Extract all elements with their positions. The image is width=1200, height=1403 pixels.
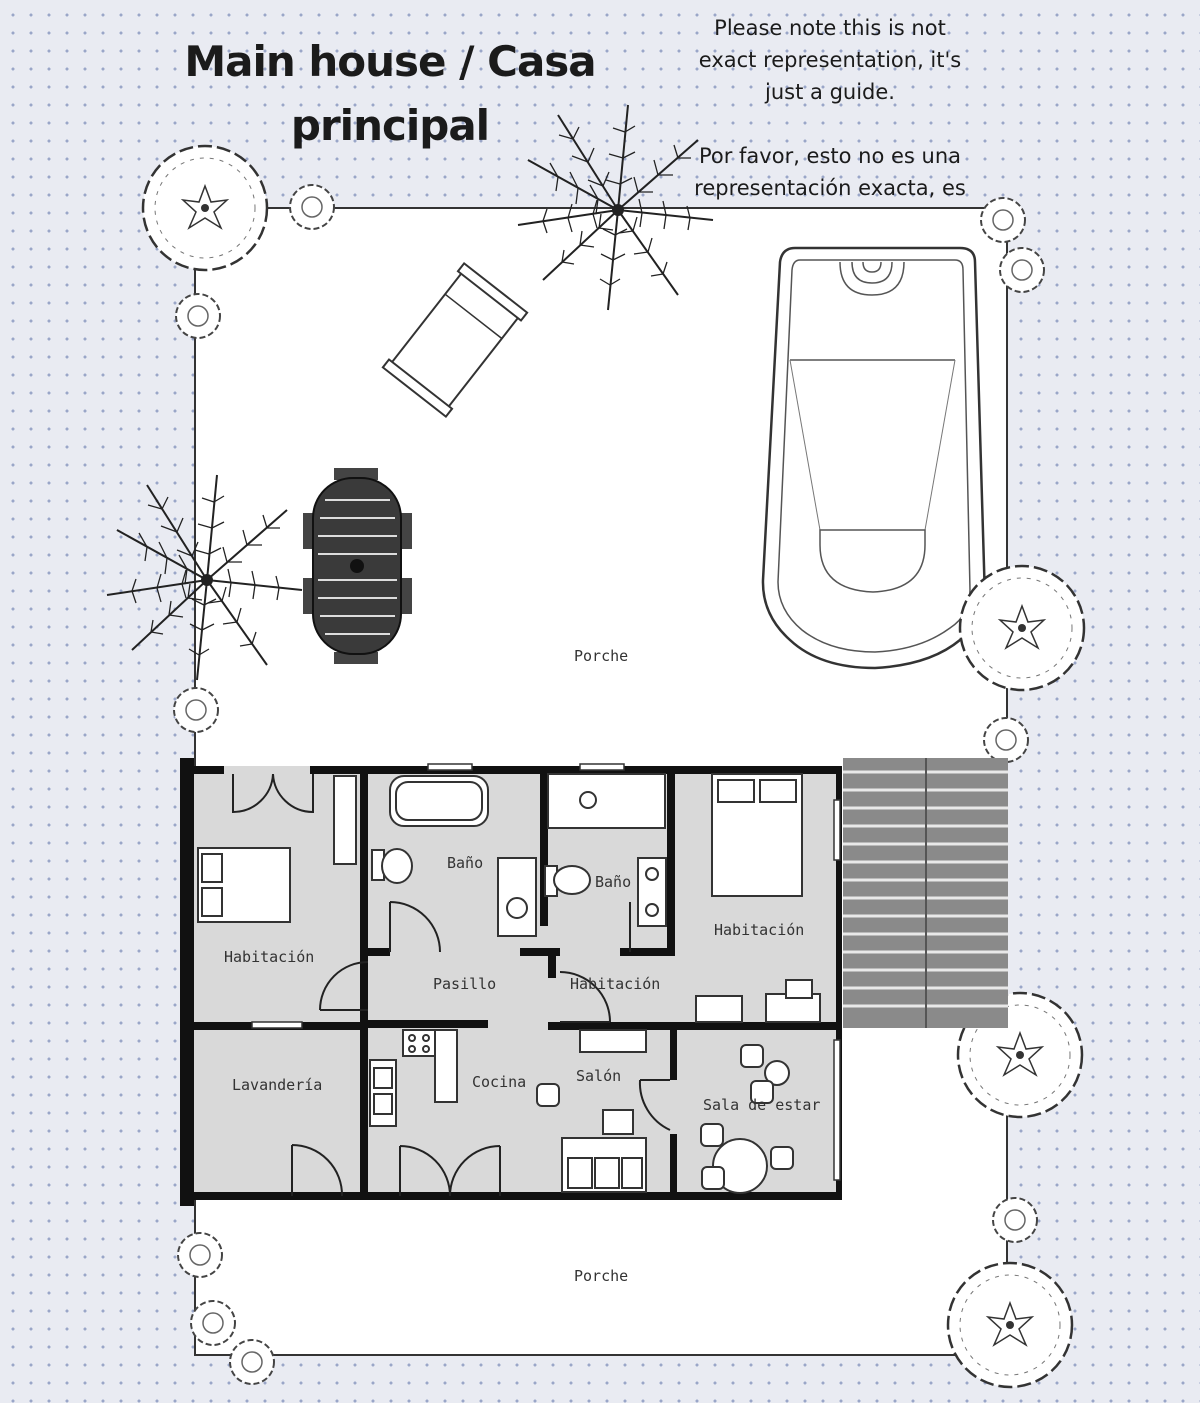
tree-icon	[143, 146, 267, 270]
bush-icon	[174, 688, 218, 732]
bush-icon	[230, 1340, 274, 1384]
bush-icon	[1000, 248, 1044, 292]
tree-icon	[960, 566, 1084, 690]
disclaimer-english: Please note this is not exact representation, it's just a guide.	[698, 16, 962, 104]
chair-icon	[741, 1045, 763, 1067]
label-habitacion-left: Habitación	[224, 948, 315, 966]
chair-icon	[702, 1167, 724, 1189]
bush-icon	[178, 1233, 222, 1277]
plan-title: Main house / Casa principal	[184, 37, 596, 150]
disclaimer-spanish: Por favor, esto no es una representación exacta, es	[694, 144, 966, 200]
label-sala-de-estar: Sala de estar	[703, 1096, 821, 1114]
label-salon: Salón	[576, 1067, 622, 1085]
chair-icon	[537, 1084, 559, 1106]
label-habitacion-right: Habitación	[714, 921, 805, 939]
wooden-deck	[843, 758, 1008, 1028]
label-habitacion-mid: Habitación	[570, 975, 661, 993]
bush-icon	[981, 198, 1025, 242]
bush-icon	[993, 1198, 1037, 1242]
bush-icon	[290, 185, 334, 229]
label-porche-top: Porche	[574, 647, 629, 665]
swimming-pool	[763, 248, 985, 668]
outdoor-dining-table	[303, 468, 412, 664]
label-bano-1: Baño	[447, 854, 484, 872]
bush-icon	[984, 718, 1028, 762]
bush-icon	[176, 294, 220, 338]
label-bano-2: Baño	[595, 873, 632, 891]
label-porche-bottom: Porche	[574, 1267, 629, 1285]
label-cocina: Cocina	[472, 1073, 527, 1091]
label-lavanderia: Lavandería	[232, 1076, 323, 1094]
bush-icon	[191, 1301, 235, 1345]
tree-icon	[948, 1263, 1072, 1387]
label-pasillo: Pasillo	[433, 975, 497, 993]
chair-icon	[701, 1124, 723, 1146]
chair-icon	[771, 1147, 793, 1169]
